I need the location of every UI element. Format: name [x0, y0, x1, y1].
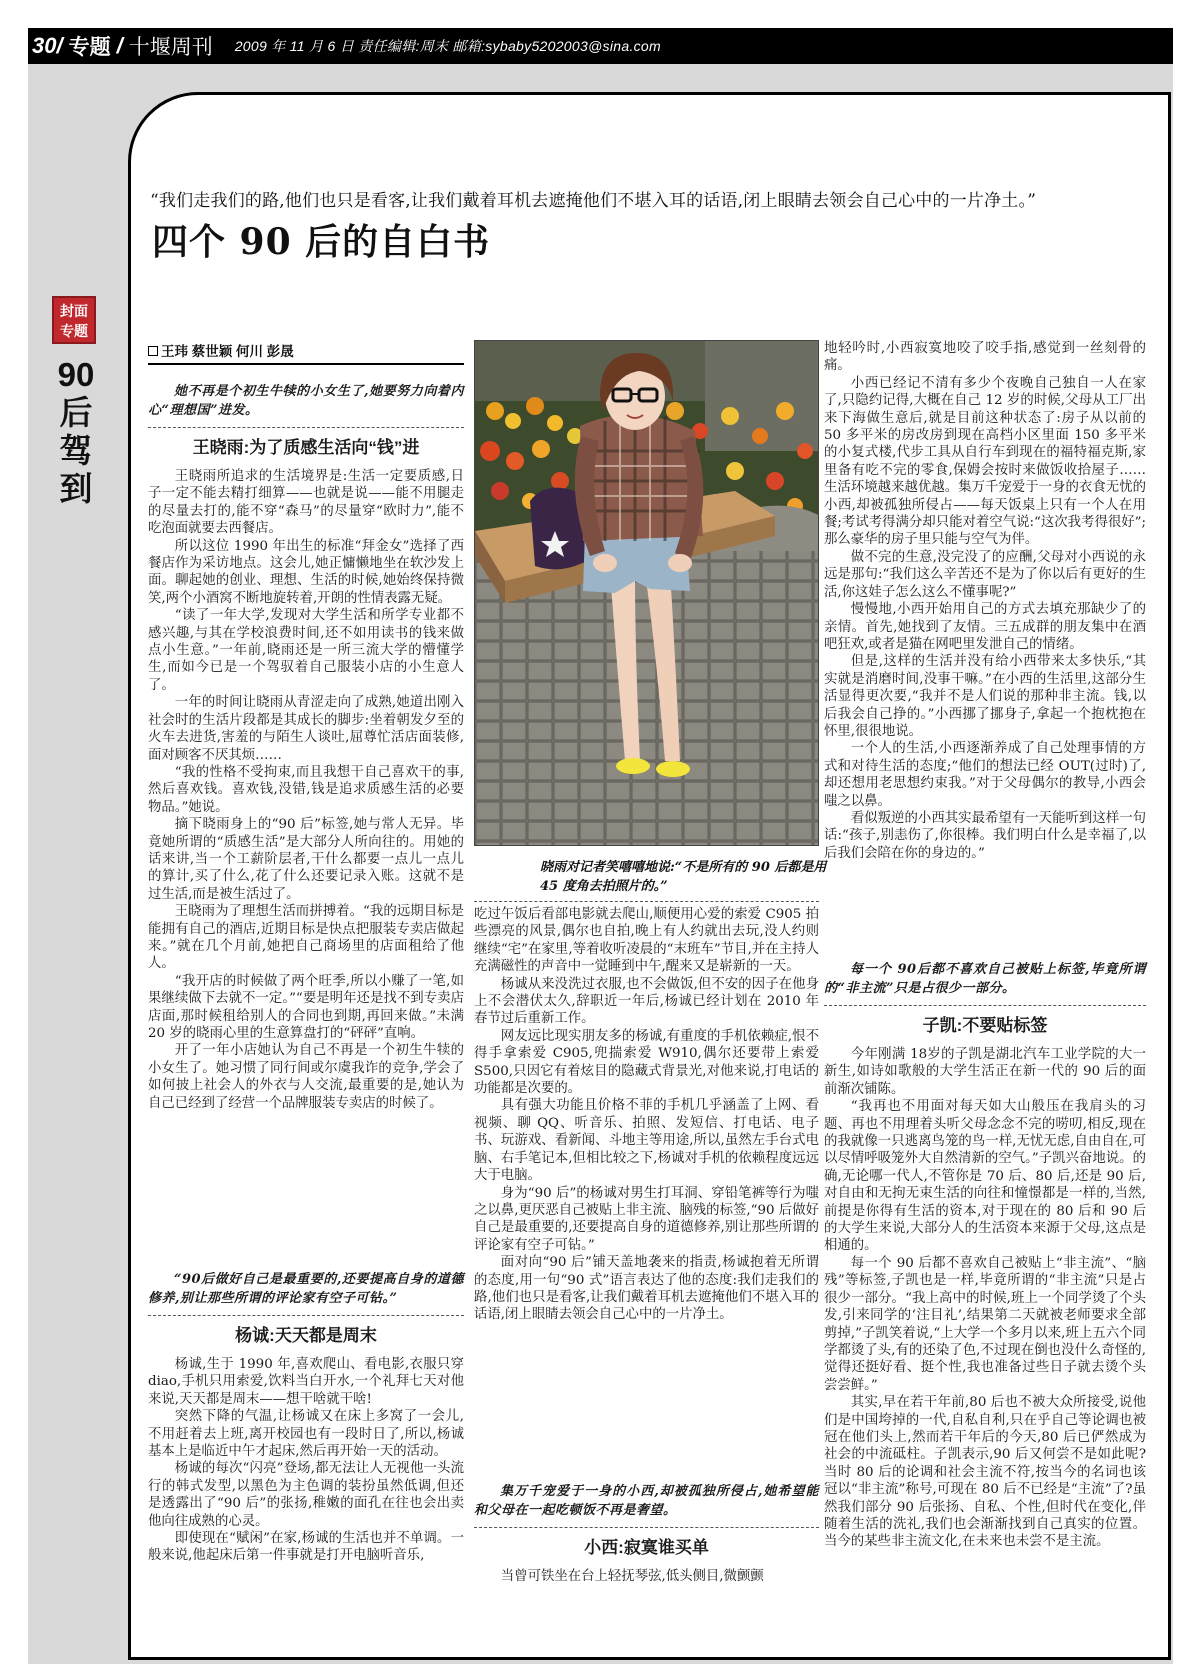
paragraph: 一年的时间让晓雨从青涩走向了成熟,她道出刚入社会时的生活片段都是其成长的脚步:坐着朝发夕至的火车去进货,害羞的与陌生人谈吐,屈尊忙活店面装修,面对顾客不厌其烦……	[148, 695, 464, 763]
paragraph: 王晓雨为了理想生活而拼搏着。“我的远期目标是能拥有自己的酒店,近期目标是快点把服装专卖店做起来。”就在几个月前,她把自己商场里的店面租给了他人。	[148, 904, 464, 972]
section-title-zikai: 子凯:不要贴标签	[824, 1005, 1146, 1038]
page-number: 30/	[32, 33, 63, 58]
paragraph: 小西已经记不清有多少个夜晚自己独自一人在家了,只隐约记得,大概在自己 12 岁的时候,父母从工厂出来下海做生意后,就是目前这种状态了:房子从以前的 50 多平米的房改房到现在高档小区里面 150 多平米的小复式楼,代步工具从自行车到现在的福特福克斯,家里备有吃不完的零食,保姆会按时来做饭收拾屋子……生活环境越来越优越。集万千宠爱于一身的衣食无忧的小西,却被孤独所侵占——每天饭桌上只有一个人在用餐;考试考得满分却只能对着空气说:“这次我考得很好”;那么豪华的房子里只能与空气为伴。	[824, 375, 1146, 548]
column-yang	[148, 1266, 464, 1565]
column-xiaoxi	[824, 340, 1146, 862]
column-wang	[148, 378, 464, 1112]
header-separator: /	[116, 33, 123, 58]
section-title-xiaoxi: 小西:寂寞谁买单	[474, 1527, 819, 1560]
section-intro-yang: “90后做好自己是最重要的,还要提高自身的道德修养,别让那些所谓的评论家有空子可钻。”	[148, 1272, 464, 1306]
series-title-vertical: 90后驾到	[57, 356, 95, 507]
byline	[148, 340, 464, 365]
header-info: 2009 年 11 月 6 日 责任编辑:周末 邮箱:sybaby5202003@sina.com	[234, 38, 661, 54]
paragraph: “我再也不用面对每天如大山般压在我肩头的习题、再也不用理着头听父母念念不完的唠叨,相反,现在的我就像一只逃离鸟笼的鸟一样,无忧无虑,自由自在,可以尽情呼吸笼外大自然清新的空气。”子凯兴奋地说。的确,无论哪一代人,不管你是 70 后、80 后,还是 90 后,对自由和无拘无束生活的向往和憧憬都是一样的,当然,前提是你得有生活的资本,对于现在的 80 后和 90 后的大学生来说,大部分人的生活资本来源于父母,这点是相通的。	[824, 1099, 1146, 1254]
lead-quote: “我们走我们的路,他们也只是看客,让我们戴着耳机去遮掩他们不堪入耳的话语,闭上眼睛去领会自己心中的一片净土。”	[150, 191, 1037, 211]
badge-line: 封面	[60, 303, 88, 319]
section-intro-wang: 她不再是个初生牛犊的小女生了,她要努力向着内心“理想国”进发。	[148, 384, 464, 418]
paragraph: 当曾可铁坐在台上轻抚琴弦,低头侧目,微颤颤	[500, 1569, 764, 1584]
paragraph: 但是,这样的生活并没有给小西带来太多快乐,“其实就是消磨时间,没事干嘛。”在小西的生活里,这部分生活显得更次要,“我并不是人们说的那种非主流。钱,以后我会自己挣的。”小西挪了挪身子,拿起一个抱枕抱在怀里,很很地说。	[824, 654, 1146, 739]
paragraph: 做不完的生意,没完没了的应酬,父母对小西说的永远是那句:“我们这么辛苦还不是为了你以后有更好的生活,你这娃子怎么这么不懂事呢?”	[824, 549, 1146, 600]
paragraph: 杨诚的每次“闪亮”登场,都无法让人无视他一头流行的韩式发型,以黑色为主色调的装扮虽然低调,但还是透露出了“90 后”的张扬,稚嫩的面孔在往也会出卖他向往成熟的心灵。	[148, 1461, 464, 1529]
paragraph: 今年刚满 18岁的子凯是湖北汽车工业学院的大一新生,如诗如歌般的大学生活正在新一代的 90 后的面前渐次铺陈。	[824, 1047, 1146, 1097]
paragraph: 一个人的生活,小西逐渐养成了自己处理事情的方式和对待生活的态度;“他们的想法已经 OUT(过时)了,却还想用老思想约束我。”对于父母偶尔的教导,小西会嗤之以鼻。	[824, 741, 1146, 809]
paragraph: 突然下降的气温,让杨诚又在床上多窝了一会儿,不用赶着去上班,离开校园也有一段时日了,所以,杨诚基本上是临近中午才起床,然后再开始一天的活动。	[148, 1409, 464, 1460]
paragraph: “读了一年大学,发现对大学生活和所学专业都不感兴趣,与其在学校浪费时间,还不如用读书的钱来做点小生意。”一年前,晓雨还是一所三流大学的懵懂学生,而如今已是一个驾驭着自己服装小店的小生意人了。	[148, 608, 464, 693]
section-name: 专题	[68, 36, 111, 59]
portrait-photo-illustration	[475, 341, 819, 846]
paragraph: 即使现在“赋闲”在家,杨诚的生活也并不单调。一般来说,他起床后第一件事就是打开电脑听音乐,	[148, 1531, 464, 1564]
section-title-wang: 王晓雨:为了质感生活向“钱”进	[148, 427, 464, 460]
paragraph: 摘下晓雨身上的“90 后”标签,她与常人无异。毕竟她所谓的“质感生活”是大部分人所向往的。用她的话来讲,当一个工薪阶层者,干什么都要一点儿一点儿的算计,买了什么,花了什么还要记录入账。这就不是过生活,而是被生活过了。	[148, 817, 464, 902]
paragraph: 网友远比现实朋友多的杨诚,有重度的手机依赖症,恨不得手拿索爱 C905,兜揣索爱 W910,偶尔还要带上索爱 S500,只因它有着炫目的隐藏式背景光,对他来说,打电话的功能都是次要的。	[474, 1028, 819, 1097]
section-intro-zikai: 每一个 90后都不喜欢自己被贴上标签,毕竟所谓的“非主流”只是占很少一部分。	[824, 962, 1146, 996]
column-divider	[474, 901, 819, 902]
page-header-bar	[28, 28, 1173, 64]
paper-name: 十堰周刊	[128, 35, 213, 59]
paragraph: “我开店的时候做了两个旺季,所以小赚了一笔,如果继续做下去就不一定。”“要是明年还是找不到专卖店店面,那时候租给别人的合同也到期,再回来做。”未满 20 岁的晓雨心里的生意算盘打的“砰砰”直响。	[148, 973, 464, 1041]
paragraph: 其实,早在若干年前,80 后也不被大众所接受,说他们是中国垮掉的一代,自私自利,只在乎自己等论调也被冠在他们头上,然而若干年后的今天,80 后已俨然成为社会的中流砥柱。子凯表示,90 后又何尝不是如此呢?当时 80 后的论调和社会主流不符,按当今的名词也该冠以“非主流”称号,可现在 80 后不已经是“主流”了?虽然我们部分 90 后张扬、自私、个性,但时代在变化,伴随着生活的洗礼,我们也会渐渐找到自己真实的位置。当今的某些非主流文化,在未来也未尝不是主流。	[824, 1395, 1146, 1550]
paragraph: 所以这位 1990 年出生的标准“拜金女”选择了西餐店作为采访地点。这会儿,她正慵懒地坐在软沙发上面。聊起她的创业、理想、生活的时候,她始终保持微笑,两个小酒窝不断地旋转着,开朗的性情表露无疑。	[148, 538, 464, 606]
paragraph: 面对向“90 后”铺天盖地袭来的指责,杨诚抱着无所谓的态度,用一句“90 式”语言表达了他的态度:我们走我们的路,他们也只是看客,让我们戴着耳机去遮掩他们不堪入耳的话语,闭上眼睛去领会自己心中的一片净土。	[474, 1255, 819, 1323]
paragraph: 开了一年小店她认为自己不再是一个初生牛犊的小女生了。她习惯了同行间或尔虞我诈的竞争,学会了如何披上社会人的外衣与人交流,最重要的是,她认为自己已经到了经营一个品牌服装专卖店的时候了。	[148, 1043, 464, 1111]
byline-square-icon	[148, 346, 158, 356]
paragraph: 杨诚,生于 1990 年,喜欢爬山、看电影,衣服只穿 diao,手机只用索爱,饮料当白开水,一个礼拜七天对他来说,天天都是周末——想干啥就干啥!	[148, 1357, 464, 1407]
byline-authors: 王玮 蔡世颖 何川 彭晟	[161, 344, 294, 359]
paragraph: 看似叛逆的小西其实最希望有一天能听到这样一句话:“孩子,别恚伤了,你很棒。我们明白什么是幸福了,以后我们会陪在你的身边的。”	[824, 810, 1146, 861]
paragraph: 杨诚从来没洗过衣服,也不会做饭,但不安的因子在他身上不会潜伏太久,辞职近一年后,杨诚已经计划在 2010 年春节过后重新工作。	[474, 976, 819, 1027]
paragraph: 每一个 90 后都不喜欢自己被贴上“非主流”、“脑残”等标签,子凯也是一样,毕竟所谓的“非主流”只是占很少一部分。“我上高中的时候,班上一个同学烫了个头发,引来同学的‘注目礼’,结果第二天就被老师要求全部剪掉,”子凯笑着说,“上大学一个多月以来,班上五六个同学都烫了头,有的还染了色,不过现在倒也没什么奇怪的,觉得还挺好看、挺个性,我也准备过些日子就去烫个头尝尝鲜。”	[824, 1255, 1146, 1393]
column-xiaoxi-start	[474, 1478, 819, 1585]
photo-caption: 晓雨对记者笑嘻嘻地说:“不是所有的 90 后都是用 45 度角去拍照片的。”	[540, 860, 827, 894]
column-yang-continued	[474, 906, 819, 1324]
paragraph: 具有强大功能且价格不菲的手机几乎涵盖了上网、看视频、聊 QQ、听音乐、拍照、发短信、打电话、电子书、玩游戏、看新闻、斗地主等用途,所以,虽然左手台式电脑、右手笔记本,但相比较之下,杨诚对手机的依赖程度远远大于电脑。	[474, 1098, 819, 1184]
paragraph: “我的性格不受拘束,而且我想干自己喜欢干的事,然后喜欢钱。喜欢钱,没错,钱是追求质感生活的必要物品。”她说。	[148, 764, 464, 815]
column-zikai	[824, 956, 1146, 1551]
badge-line: 专题	[60, 323, 88, 339]
portrait-photo	[474, 340, 819, 846]
paragraph: 王晓雨所追求的生活境界是:生活一定要质感,日子一定不能去精打细算——也就是说——能不用腿走的尽量去打的,能不穿“森马”的尽量穿“欧时力”,能不吃泡面就要去西餐店。	[148, 469, 464, 537]
cover-topic-badge	[52, 296, 96, 344]
paragraph: 地轻吟时,小西寂寞地咬了咬手指,感觉到一丝刻骨的痛。	[824, 341, 1146, 374]
section-intro-xiaoxi: 集万千宠爱于一身的小西,却被孤独所侵占,她希望能和父母在一起吃顿饭不再是奢望。	[474, 1484, 819, 1518]
section-title-yang: 杨诚:天天都是周末	[148, 1315, 464, 1348]
page-headline: 四个 90 后的自白书	[152, 221, 491, 263]
paragraph: 身为“90 后”的杨诚对男生打耳洞、穿铅笔裤等行为嗤之以鼻,更厌恶自己被贴上非主流、脑残的标签,“90 后做好自己是最重要的,还要提高自身的道德修养,别让那些所谓的评论家有空子可钻。”	[474, 1185, 819, 1253]
paragraph: 吃过午饭后看部电影就去爬山,顺便用心爱的索爱 C905 拍些漂亮的风景,偶尔也自拍,晚上有人约就出去玩,没人约则继续“宅”在家里,等着收听凌晨的“末班车”节目,并在主持人充满磁性的声音中一觉睡到中午,醒来又是崭新的一天。	[474, 907, 819, 975]
paragraph: 慢慢地,小西开始用自己的方式去填充那缺少了的亲情。首先,她找到了友情。三五成群的朋友集中在酒吧狂欢,或者是猫在网吧里发泄自己的情绪。	[824, 602, 1146, 652]
